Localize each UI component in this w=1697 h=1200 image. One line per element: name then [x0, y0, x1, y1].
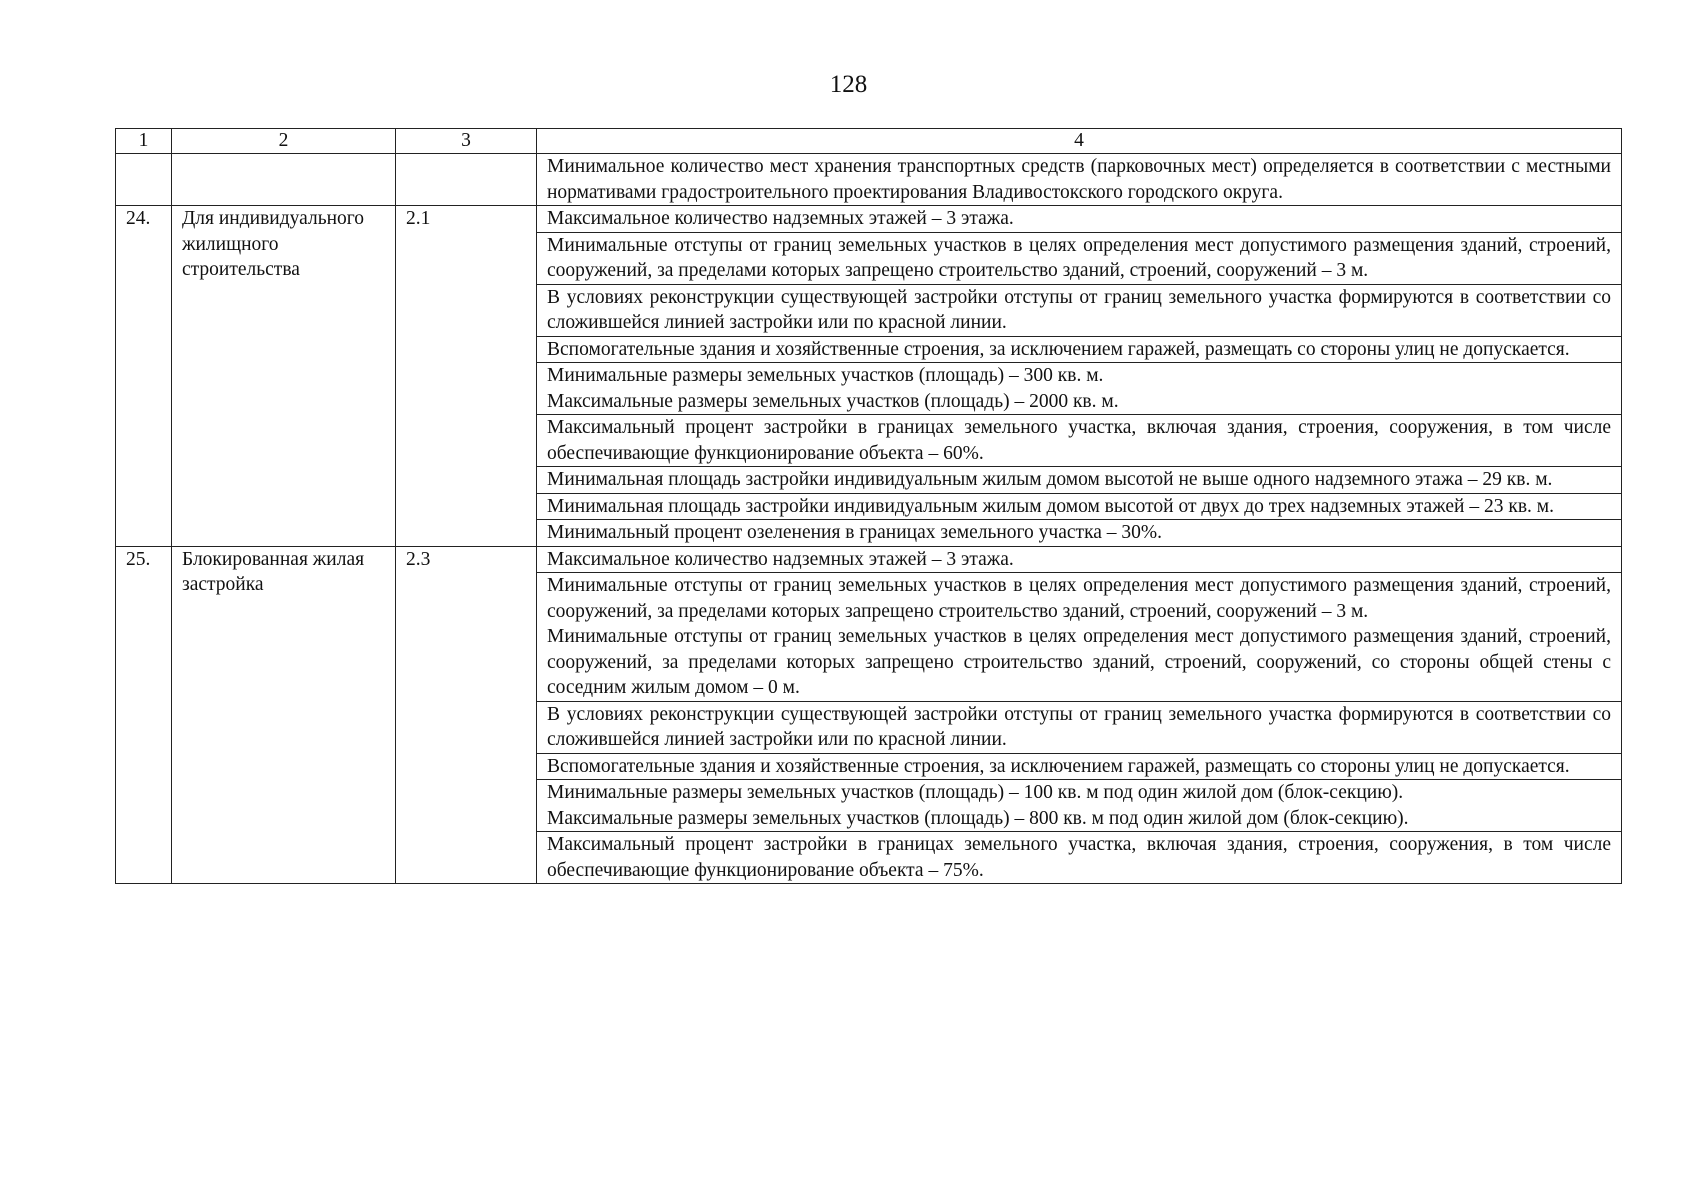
parameter-cell	[537, 206, 1622, 233]
land-use-name-cell: Для индивидуального жилищного строительства	[172, 206, 396, 547]
table-row	[116, 154, 1622, 206]
land-use-name-cell	[172, 154, 396, 206]
parameter-text: Минимальная площадь застройки индивидуальным жилым домом высотой от двух до трех надземных этажей – 23 кв. м.	[547, 495, 1554, 517]
land-use-name-cell: Блокированная жилая застройка	[172, 546, 396, 884]
parameter-cell	[537, 336, 1622, 363]
parameter-text: Минимальные размеры земельных участков (площадь) – 100 кв. м под один жилой дом (блок-секцию).	[547, 782, 1404, 803]
parameter-text: Максимальный процент застройки в границах земельного участка, включая здания, строения, сооружения, в том числе обеспечивающие функционирование объекта – 75%.	[547, 834, 1611, 881]
parameter-text: Вспомогательные здания и хозяйственные строения, за исключением гаражей, размещать со стороны улиц не допускается.	[547, 338, 1570, 360]
table-row	[116, 206, 1622, 233]
page-number: 128	[829, 71, 868, 98]
header-cell-1: 1	[116, 129, 172, 154]
parameter-text: Минимальные отступы от границ земельных участков в целях определения мест допустимого размещения зданий, строений, сооружений, за пределами которых запрещено строительство зданий, строений, сооружений – 3 м.	[547, 234, 1611, 281]
parameter-text: Максимальное количество надземных этажей – 3 этажа.	[547, 208, 1014, 229]
table-row	[116, 546, 1622, 573]
table-header-row	[116, 129, 1622, 154]
parameter-cell	[537, 493, 1622, 520]
parameter-text: Максимальные размеры земельных участков (площадь) – 2000 кв. м.	[547, 390, 1119, 412]
parameter-text: Минимальные размеры земельных участков (площадь) – 300 кв. м.	[547, 365, 1104, 386]
parameter-cell	[537, 573, 1622, 702]
parameter-text: В условиях реконструкции существующей застройки отступы от границ земельного участка формируются в соответствии со сложившейся линией застройки или по красной линии.	[547, 286, 1611, 333]
parameter-cell	[537, 415, 1622, 467]
row-number-cell: 25.	[116, 546, 172, 884]
land-use-code-cell	[396, 154, 537, 206]
parameter-text: Минимальные отступы от границ земельных участков в целях определения мест допустимого размещения зданий, строений, сооружений, за пределами которых запрещено строительство зданий, строений, сооружений, со стороны общей стены с соседним жилым домом – 0 м.	[547, 626, 1611, 698]
parameter-cell	[537, 701, 1622, 753]
parameter-cell	[537, 363, 1622, 415]
header-cell-3: 3	[396, 129, 537, 154]
parameter-cell	[537, 520, 1622, 547]
parameter-text: Максимальный процент застройки в границах земельного участка, включая здания, строения, сооружения, в том числе обеспечивающие функционирование объекта – 60%.	[547, 417, 1611, 464]
parameter-cell	[537, 832, 1622, 884]
parameter-cell	[537, 467, 1622, 494]
land-use-code-cell: 2.3	[396, 546, 537, 884]
parameter-text: Минимальное количество мест хранения транспортных средств (парковочных мест) определяется в соответствии с местными нормативами градостроительного проектирования Владивостокского городского округа.	[547, 156, 1611, 203]
parameter-text: Максимальное количество надземных этажей – 3 этажа.	[547, 548, 1014, 570]
parameter-text: Минимальная площадь застройки индивидуальным жилым домом высотой не выше одного надземного этажа – 29 кв. м.	[547, 469, 1553, 490]
row-number-cell: 24.	[116, 206, 172, 547]
parameter-cell	[537, 284, 1622, 336]
parameter-cell	[537, 232, 1622, 284]
regulations-table	[115, 128, 1622, 884]
parameter-cell	[537, 154, 1622, 206]
table-body	[116, 129, 1622, 884]
parameter-cell	[537, 780, 1622, 832]
parameter-cell	[537, 546, 1622, 573]
parameter-text: В условиях реконструкции существующей застройки отступы от границ земельного участка формируются в соответствии со сложившейся линией застройки или по красной линии.	[547, 703, 1611, 750]
header-cell-4: 4	[537, 129, 1622, 154]
land-use-code-cell: 2.1	[396, 206, 537, 547]
header-cell-2: 2	[172, 129, 396, 154]
parameter-cell	[537, 753, 1622, 780]
parameter-text: Вспомогательные здания и хозяйственные строения, за исключением гаражей, размещать со стороны улиц не допускается.	[547, 755, 1570, 777]
parameter-text: Минимальные отступы от границ земельных участков в целях определения мест допустимого размещения зданий, строений, сооружений, за пределами которых запрещено строительство зданий, строений, сооружений – 3 м.	[547, 575, 1611, 622]
parameter-text: Максимальные размеры земельных участков (площадь) – 800 кв. м под один жилой дом (блок-секцию).	[547, 807, 1409, 829]
parameter-text: Минимальный процент озеленения в границах земельного участка – 30%.	[547, 522, 1163, 543]
row-number-cell	[116, 154, 172, 206]
